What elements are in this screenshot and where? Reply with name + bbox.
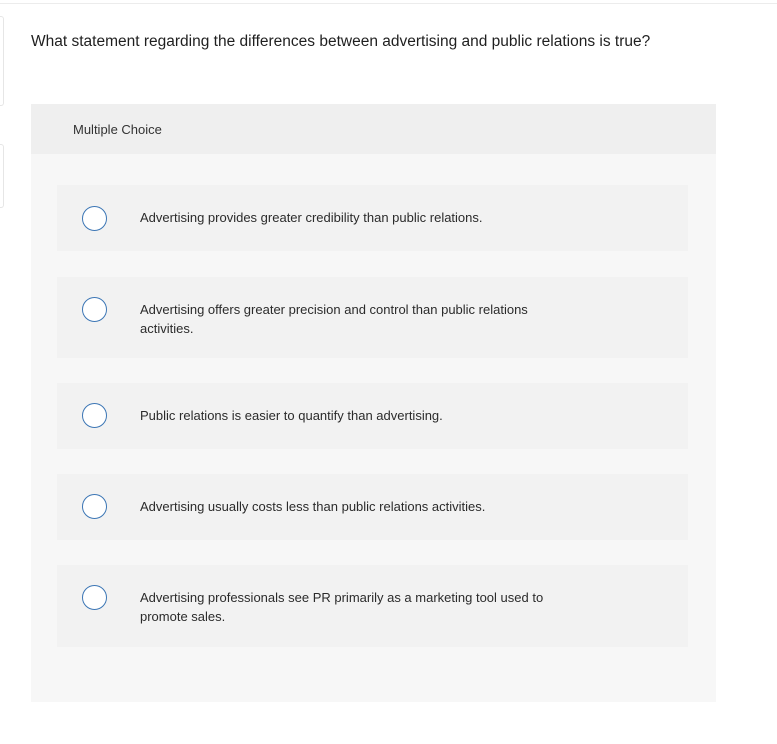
choice-option-label: Advertising provides greater credibility than public relations.	[140, 210, 483, 225]
choice-option[interactable]	[57, 277, 688, 358]
left-edge-tab	[0, 144, 4, 208]
question-type-label: Multiple Choice	[73, 122, 162, 137]
choice-option-label: Advertising professionals see PR primarily as a marketing tool used to promote sales.	[140, 590, 544, 624]
choice-option[interactable]	[57, 185, 688, 251]
choice-option[interactable]	[57, 383, 688, 449]
answer-panel-header	[31, 104, 716, 154]
choice-option-label: Advertising usually costs less than public relations activities.	[140, 499, 486, 514]
choice-option[interactable]	[57, 565, 688, 647]
answer-panel	[31, 104, 716, 702]
top-divider	[0, 0, 777, 4]
radio-button-icon[interactable]	[82, 403, 107, 428]
radio-button-icon[interactable]	[82, 585, 107, 610]
choice-option-label: Advertising offers greater precision and control than public relations activities.	[140, 302, 528, 336]
radio-button-icon[interactable]	[82, 494, 107, 519]
question-prompt: What statement regarding the differences between advertising and public relations is true?	[31, 33, 651, 50]
radio-button-icon[interactable]	[82, 206, 107, 231]
choice-option[interactable]	[57, 474, 688, 540]
left-edge-tab	[0, 16, 4, 106]
choice-option-label: Public relations is easier to quantify than advertising.	[140, 408, 443, 423]
radio-button-icon[interactable]	[82, 297, 107, 322]
